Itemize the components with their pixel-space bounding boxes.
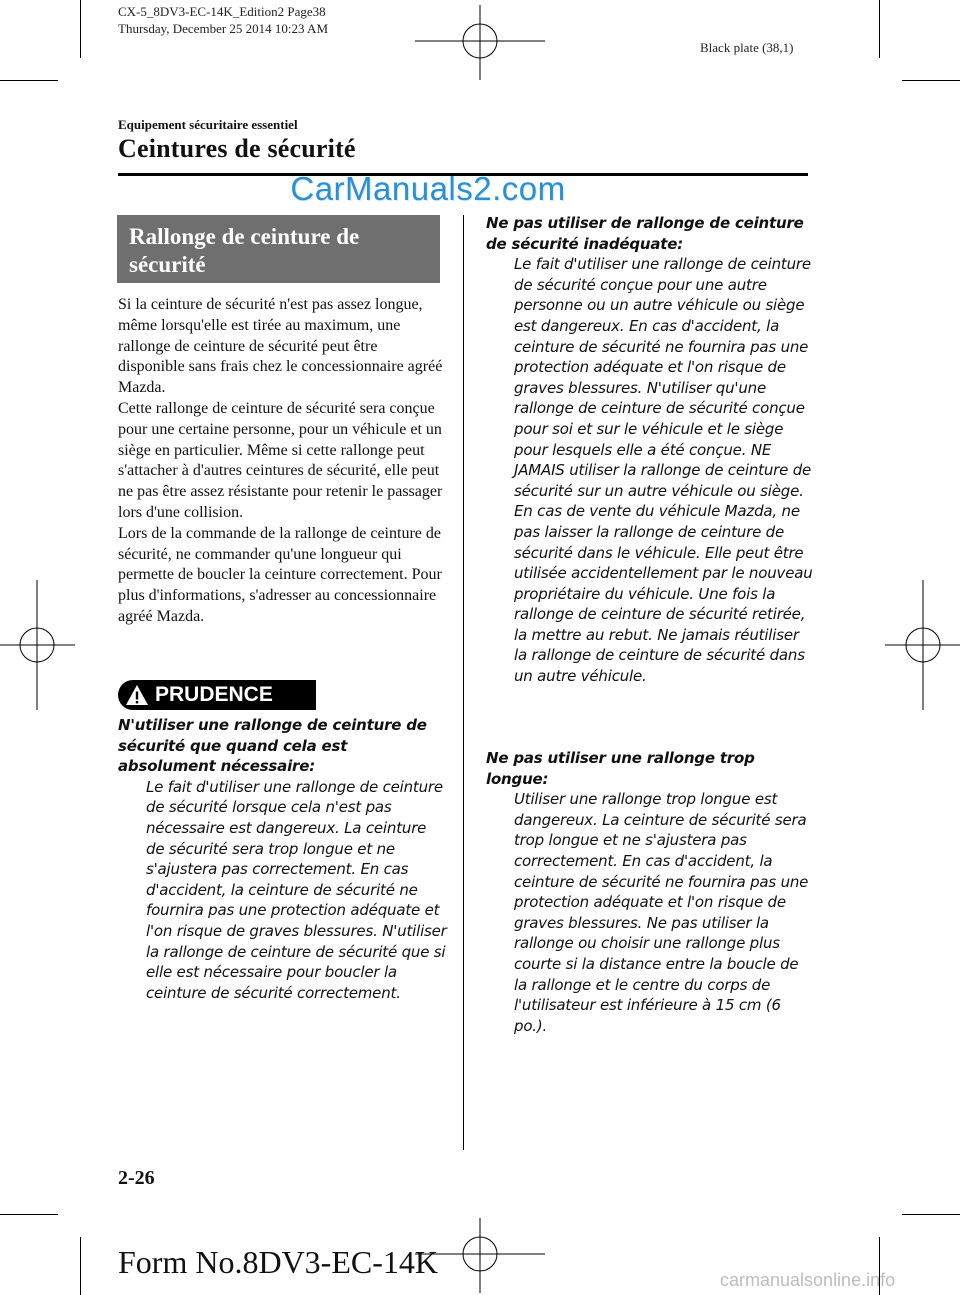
page-number: 2-26 (118, 1167, 155, 1189)
page-title: Ceintures de sécurité (118, 134, 356, 163)
caution-item (486, 213, 814, 687)
section-label: Equipement sécuritaire essentiel (118, 117, 298, 132)
warning-triangle-icon (125, 683, 149, 707)
caution-item-detail: Utiliser une rallonge trop longue est dangereux. La ceinture de sécurité sera trop longue et ne s'ajustera pas correctement. En cas d'accident, la ceinture de sécurité ne fournira pas une protection adéquate et l'on risque de graves blessures. Ne pas utiliser la rallonge ou choisir une rallonge plus courte si la distance entre la boucle de la rallonge et le centre du corps de l'utilisateur est inférieure à 15 cm (6 po.). (514, 790, 809, 1035)
caution-item-detail: Le fait d'utiliser une rallonge de ceinture de sécurité lorsque cela n'est pas nécessaire est dangereux. La ceinture de sécurité sera trop longue et ne s'ajustera pas correctement. En cas d'accident, la ceinture de sécurité ne fournira pas une protection adéquate et l'on risque de graves blessures. N'utiliser la rallonge de ceinture de sécurité que si elle est nécessaire pour boucler la ceinture de sécurité correctement. (146, 777, 447, 1002)
footer-watermark: carmanualsonline.info (720, 1270, 896, 1290)
plate-label: Black plate (38,1) (700, 40, 794, 55)
watermark: CarManuals2.com (290, 170, 566, 207)
registration-mark-right-icon (885, 580, 960, 710)
caution-banner (118, 680, 316, 710)
caution-item-detail: Le fait d'utiliser une rallonge de ceinture de sécurité conçue pour une autre personne ou un autre véhicule ou siège est dangereux. En cas d'accident, la ceinture de sécurité ne fournira pas une protection adéquate et l'on risque de graves blessures. N'utiliser qu'une rallonge de ceinture de sécurité conçue pour soi et sur le véhicule et le siège pour lesquels elle a été conçue. NE JAMAIS utiliser la rallonge de ceinture de sécurité sur un autre véhicule ou siège. En cas de vente du véhicule Mazda, ne pas laisser la rallonge de ceinture de sécurité dans le véhicule. Elle peut être utilisée accidentellement par le nouveau propriétaire du véhicule. Une fois la rallonge de ceinture de sécurité retirée, la mettre au rebut. Ne jamais réutiliser la rallonge de ceinture de sécurité dans un autre véhicule. (514, 255, 813, 686)
print-date-line: Thursday, December 25 2014 10:23 AM (118, 21, 329, 36)
article-paragraph: Lors de la commande de la rallonge de ceinture de sécurité, ne commander qu'une longueur qui permette de boucler la ceinture correctement. Pour plus d'informations, s'adresser au concessionnaire agréé Mazda. (118, 524, 442, 625)
article-body (118, 295, 443, 628)
column-divider (463, 215, 464, 1150)
article-paragraph: Si la ceinture de sécurité n'est pas assez longue, même lorsqu'elle est tirée au maximum, une rallonge de ceinture de sécurité peut être disponible sans frais chez le concessionnaire agréé Mazda. (118, 296, 443, 397)
caution-item-lead: N'utiliser une rallonge de ceinture de sécurité que quand cela est absolument nécessaire: (118, 716, 427, 776)
print-job-line: CX-5_8DV3-EC-14K_Edition2 Page38 (118, 4, 326, 19)
article-heading: Rallonge de ceinture de sécurité (117, 215, 440, 283)
caution-item-lead: Ne pas utiliser de rallonge de ceinture de sécurité inadéquate: (486, 214, 804, 253)
caution-item (118, 715, 448, 1003)
caution-label: PRUDENCE (155, 683, 273, 706)
registration-mark-left-icon (0, 580, 75, 710)
article-paragraph: Cette rallonge de ceinture de sécurité sera conçue pour une certaine personne, pour un véhicule et un siège en particulier. Même si cette rallonge peut s'attacher à d'autres ceintures de sécurité, elle peut ne pas être assez résistante pour retenir le passager lors d'une collision. (118, 399, 443, 521)
form-number: Form No.8DV3-EC-14K (118, 1244, 438, 1280)
registration-mark-top-icon (415, 5, 545, 80)
caution-item (486, 748, 814, 1036)
caution-item-lead: Ne pas utiliser une rallonge trop longue: (486, 749, 755, 788)
